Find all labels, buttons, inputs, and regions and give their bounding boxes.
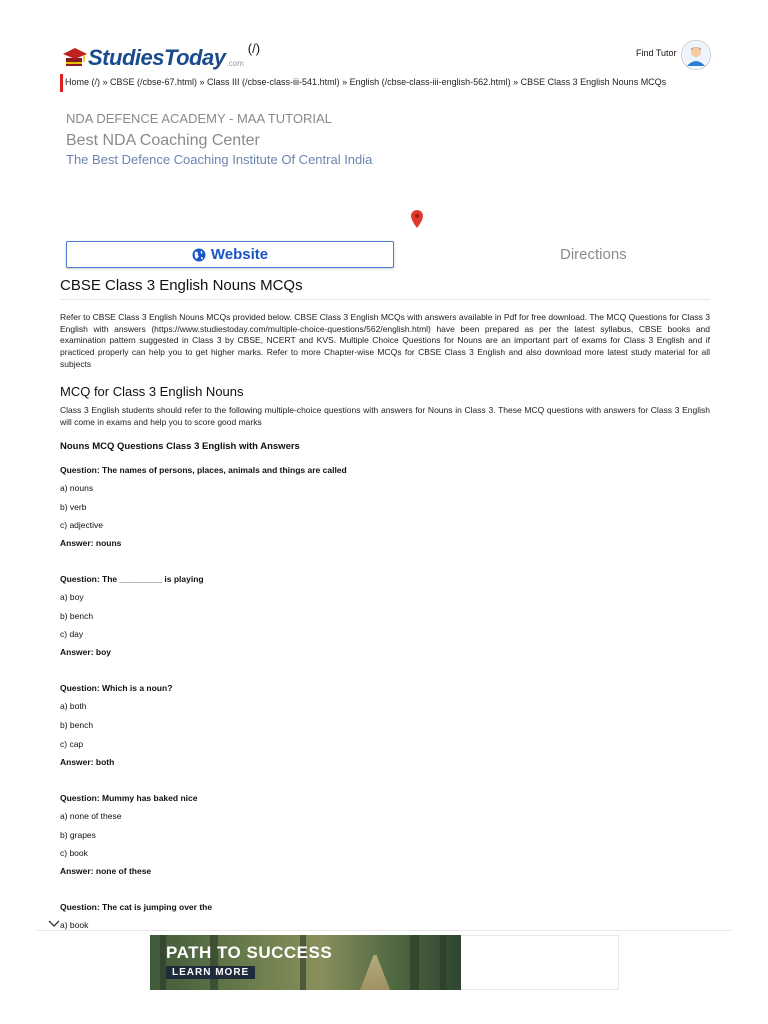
title-divider xyxy=(60,299,710,300)
user-avatar-icon[interactable] xyxy=(681,40,711,70)
question-text: Question: The _________ is playing xyxy=(60,574,204,584)
breadcrumb-accent-bar xyxy=(60,74,63,92)
page-title: CBSE Class 3 English Nouns MCQs xyxy=(60,277,303,294)
ad-description[interactable]: The Best Defence Coaching Institute Of Central India xyxy=(66,152,373,167)
chevron-down-icon[interactable] xyxy=(48,918,60,930)
option: b) grapes xyxy=(60,830,96,840)
intro-paragraph: Refer to CBSE Class 3 English Nouns MCQs provided below. CBSE Class 3 English MCQs with answers available in Pdf for free download. The MCQ Questions for Class 3 English with answers (https://www.studiestoday.com/multiple-choice-questions/562/english.html) have been prepared as per the latest syllabus, CBSE books and examination pattern suggested in Class 3 by CBSE, NCERT and KVS. Multiple Choice Questions for Nouns are an important part of exams for Class 3 English and if practiced properly can help you to get higher marks. Refer to more Chapter-wise MCQs for CBSE Class 3 English and also download more latest study material for all subjects xyxy=(60,312,710,369)
map-pin-icon[interactable] xyxy=(411,210,423,228)
question-text: Question: Mummy has baked nice xyxy=(60,793,198,803)
option: c) book xyxy=(60,848,88,858)
answer-text: Answer: boy xyxy=(60,647,112,657)
banner-title: PATH TO SUCCESS xyxy=(166,943,333,962)
ad-banner[interactable] xyxy=(150,935,461,990)
section-heading: Nouns MCQ Questions Class 3 English with Answers xyxy=(60,441,300,452)
answer-text: Answer: nouns xyxy=(60,538,122,548)
logo-suffix: .com xyxy=(226,59,244,68)
breadcrumb[interactable]: Home (/) » CBSE (/cbse-67.html) » Class III (/cbse-class-iii-541.html) » English (/cbse-class-iii-english-562.html) » CBSE Class 3 English Nouns MCQs xyxy=(65,77,667,87)
globe-icon xyxy=(192,248,206,262)
website-button-label: Website xyxy=(210,246,269,263)
find-tutor-link[interactable]: Find Tutor xyxy=(636,48,677,58)
option: a) nouns xyxy=(60,483,94,493)
option: b) verb xyxy=(60,502,87,512)
answer-text: Answer: both xyxy=(60,757,115,767)
section-subtitle: MCQ for Class 3 English Nouns xyxy=(60,384,244,399)
option: c) cap xyxy=(60,739,84,749)
sticky-ad-divider xyxy=(36,930,732,931)
learn-more-button[interactable]: LEARN MORE xyxy=(166,966,255,979)
option: a) both xyxy=(60,701,87,711)
section-intro: Class 3 English students should refer to the following multiple-choice questions with answers for Nouns in Class 3. These MCQ questions with answers for Class 3 English will come in exams and help you to score good marks xyxy=(60,405,710,427)
option: b) bench xyxy=(60,720,94,730)
directions-button[interactable]: Directions xyxy=(560,246,627,263)
ad-title[interactable]: NDA DEFENCE ACADEMY - MAA TUTORIAL xyxy=(66,111,332,126)
option: a) book xyxy=(60,920,89,930)
graduation-cap-icon xyxy=(62,44,88,70)
question-text: Question: The cat is jumping over the xyxy=(60,902,213,912)
ad-headline[interactable]: Best NDA Coaching Center xyxy=(66,132,260,149)
answer-text: Answer: none of these xyxy=(60,866,152,876)
logo-text: StudiesToday xyxy=(88,45,226,70)
website-button[interactable] xyxy=(66,241,394,268)
question-text: Question: Which is a noun? xyxy=(60,683,173,693)
option: a) boy xyxy=(60,592,84,602)
option: c) adjective xyxy=(60,520,103,530)
option: b) bench xyxy=(60,611,94,621)
site-logo[interactable] xyxy=(62,40,260,70)
question-text: Question: The names of persons, places, animals and things are called xyxy=(60,465,347,475)
logo-link-text[interactable]: (/) xyxy=(247,41,261,56)
ad-banner-blank xyxy=(461,935,619,990)
option: c) day xyxy=(60,629,84,639)
option: a) none of these xyxy=(60,811,122,821)
